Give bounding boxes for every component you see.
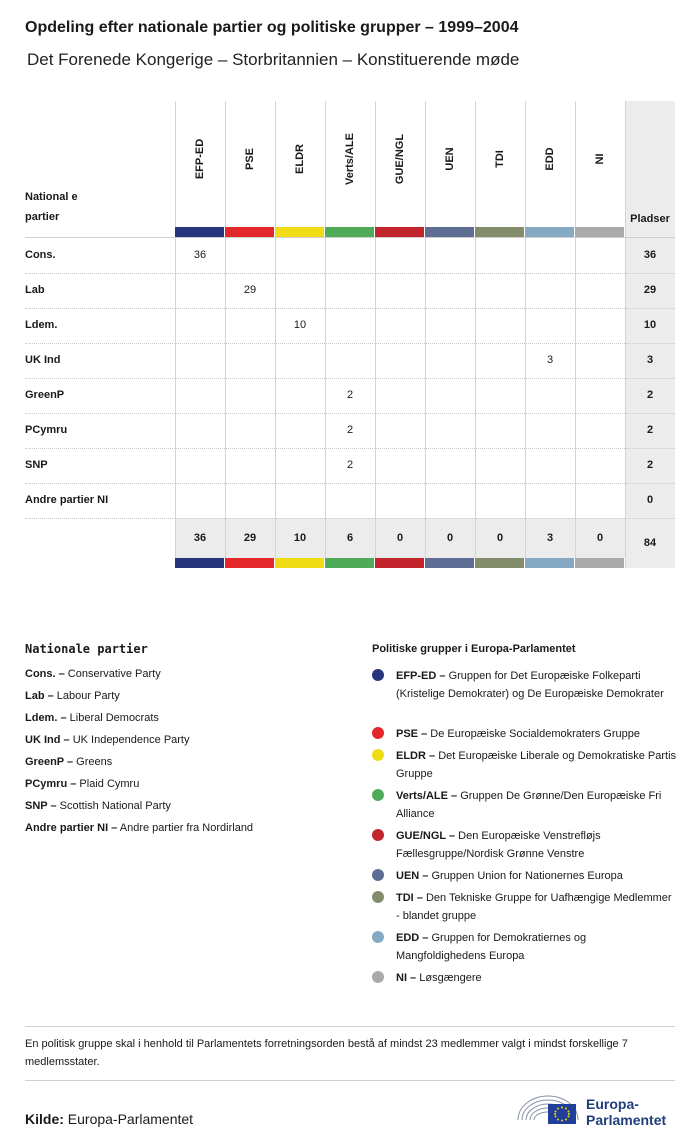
party-row-label: UK Ind	[25, 354, 61, 366]
group-column-header	[225, 101, 275, 227]
legend-abbr: Andre partier NI –	[25, 822, 118, 834]
group-color-dot-icon	[372, 727, 384, 739]
group-legend-text	[396, 725, 676, 743]
legend-name: Scottish National Party	[59, 800, 171, 812]
party-row-label: GreenP	[25, 389, 65, 401]
legend-name: Labour Party	[56, 690, 120, 702]
group-column-header	[475, 101, 525, 227]
party-row-label: SNP	[25, 459, 48, 471]
legend-abbr: PCymru –	[25, 778, 77, 790]
page-title: Opdeling efter nationale partier og politiske grupper – 1999–2004	[25, 19, 519, 36]
group-color-bar	[225, 558, 274, 568]
legend-name: Gruppen for Demokratiernes og Mangfoldighedens Europa	[396, 932, 587, 962]
group-column-header	[525, 101, 575, 227]
national-legend-item	[25, 800, 171, 812]
group-column-label: EDD	[544, 147, 556, 171]
group-color-bar	[275, 227, 324, 237]
legend-abbr: SNP –	[25, 800, 57, 812]
group-color-bar	[475, 227, 524, 237]
group-column-label: PSE	[244, 147, 256, 171]
group-color-bar	[275, 558, 324, 568]
legend-name: Det Europæiske Liberale og Demokratiske Partis Gruppe	[396, 750, 677, 780]
group-total: 0	[596, 532, 604, 544]
party-row-label: Cons.	[25, 249, 56, 261]
legend-abbr: EDD –	[396, 932, 429, 944]
seat-cell: 29	[243, 284, 257, 296]
legend-abbr: ELDR –	[396, 750, 436, 762]
group-column-header	[425, 101, 475, 227]
seat-distribution-table	[25, 101, 675, 568]
group-column-header	[175, 101, 225, 227]
row-divider	[25, 273, 675, 274]
seat-cell: 3	[546, 354, 554, 366]
group-legend-text	[396, 787, 676, 823]
logo-line-2: Parlamentet	[586, 1112, 667, 1128]
row-seats-total: 2	[646, 424, 654, 436]
legend-abbr: Cons. –	[25, 668, 65, 680]
legend-abbr: Lab –	[25, 690, 54, 702]
divider	[25, 1026, 675, 1027]
legend-name: Andre partier fra Nordirland	[119, 822, 254, 834]
group-color-bar	[525, 227, 574, 237]
group-total: 0	[446, 532, 454, 544]
group-color-dot-icon	[372, 931, 384, 943]
source-label: Kilde:	[25, 1111, 64, 1127]
group-column-header	[275, 101, 325, 227]
group-color-bar	[175, 227, 224, 237]
group-color-bar	[325, 227, 374, 237]
legend-name: Den Tekniske Gruppe for Uafhængige Medlemmer - blandet gruppe	[396, 892, 672, 922]
seat-cell: 36	[193, 249, 207, 261]
group-legend-text	[396, 867, 676, 885]
legend-abbr: Verts/ALE –	[396, 790, 458, 802]
party-row-label: Ldem.	[25, 319, 58, 331]
footnote: En politisk gruppe skal i henhold til Parlamentets forretningsorden bestå af mindst 23 medlemmer valgt i mindst forskellige 7 medlemsstater.	[25, 1038, 628, 1068]
row-divider	[25, 483, 675, 484]
header-divider	[25, 237, 675, 238]
group-color-dot-icon	[372, 971, 384, 983]
legend-name: Gruppen Union for Nationernes Europa	[431, 870, 623, 882]
legend-name: Plaid Cymru	[79, 778, 140, 790]
legend-abbr: GUE/NGL –	[396, 830, 456, 842]
legend-abbr: GreenP –	[25, 756, 74, 768]
group-color-bar	[575, 227, 624, 237]
group-legend-text	[396, 667, 676, 703]
national-legend-item	[25, 712, 159, 724]
row-seats-total: 36	[643, 249, 657, 261]
national-parties-header: National e partier	[25, 191, 78, 223]
row-seats-total: 0	[646, 494, 654, 506]
row-divider	[25, 308, 675, 309]
group-total: 36	[193, 532, 207, 544]
legend-abbr: UEN –	[396, 870, 429, 882]
legend-name: Conservative Party	[67, 668, 161, 680]
legend-name: Liberal Democrats	[69, 712, 159, 724]
national-legend-item	[25, 734, 190, 746]
national-legend-item	[25, 668, 161, 680]
legend-name: Løsgængere	[419, 972, 482, 984]
group-color-dot-icon	[372, 669, 384, 681]
group-legend-text	[396, 969, 676, 987]
source-line	[25, 1111, 193, 1127]
group-color-bar	[425, 558, 474, 568]
group-legend-title: Politiske grupper i Europa-Parlamentet	[372, 643, 576, 655]
row-seats-total: 2	[646, 389, 654, 401]
hemicycle-eu-flag-icon	[516, 1090, 580, 1130]
group-column-label: TDI	[494, 150, 506, 168]
group-color-bar	[375, 558, 424, 568]
party-row-label: Andre partier NI	[25, 494, 109, 506]
source-value: Europa-Parlamentet	[67, 1111, 194, 1127]
seat-cell: 2	[346, 424, 354, 436]
legend-abbr: PSE –	[396, 728, 428, 740]
group-column-header	[325, 101, 375, 227]
legend-name: Den Europæiske Venstrefløjs Fællesgruppe/Nordisk Grønne Venstre	[396, 830, 601, 860]
group-column-header	[575, 101, 625, 227]
seat-cell: 10	[293, 319, 307, 331]
group-total: 3	[546, 532, 554, 544]
group-total: 10	[293, 532, 307, 544]
europarl-logo	[516, 1090, 676, 1130]
grand-total: 84	[643, 537, 657, 549]
row-seats-total: 2	[646, 459, 654, 471]
group-column-label: NI	[594, 153, 606, 165]
group-color-dot-icon	[372, 891, 384, 903]
group-color-bar	[425, 227, 474, 237]
group-color-bar	[175, 558, 224, 568]
group-legend-text	[396, 929, 676, 965]
legend-name: Gruppen for Det Europæiske Folkeparti (Kristelige Demokrater) og De Europæiske Demokrater	[396, 670, 664, 700]
group-total: 0	[396, 532, 404, 544]
legend-name: UK Independence Party	[72, 734, 190, 746]
national-legend-item	[25, 756, 112, 768]
group-color-bar	[325, 558, 374, 568]
legend-abbr: NI –	[396, 972, 417, 984]
group-color-bar	[575, 558, 624, 568]
party-row-label: PCymru	[25, 424, 68, 436]
seat-cell: 2	[346, 459, 354, 471]
legend-name: Greens	[76, 756, 113, 768]
legend-name: Gruppen De Grønne/Den Europæiske Fri Alliance	[396, 790, 662, 820]
national-legend-title: Nationale partier	[25, 642, 148, 656]
group-color-bar	[525, 558, 574, 568]
row-seats-total: 3	[646, 354, 654, 366]
logo-wordmark	[586, 1096, 666, 1128]
row-divider	[25, 343, 675, 344]
group-color-dot-icon	[372, 789, 384, 801]
group-legend-text	[396, 747, 676, 783]
group-legend-text	[396, 889, 676, 925]
page-subtitle: Det Forenede Kongerige – Storbritannien – Konstituerende møde	[27, 50, 520, 69]
legend-abbr: Ldem. –	[25, 712, 67, 724]
group-total: 0	[496, 532, 504, 544]
group-color-dot-icon	[372, 829, 384, 841]
seat-cell: 2	[346, 389, 354, 401]
legend-name: De Europæiske Socialdemokraters Gruppe	[430, 728, 640, 740]
logo-line-1: Europa-	[586, 1096, 639, 1112]
group-legend-text	[396, 827, 676, 863]
seats-header: Pladser	[630, 213, 670, 225]
national-legend-item	[25, 690, 120, 702]
group-color-dot-icon	[372, 749, 384, 761]
legend-abbr: TDI –	[396, 892, 423, 904]
group-column-label: GUE/NGL	[394, 133, 406, 185]
group-column-label: UEN	[444, 147, 456, 171]
row-seats-total: 10	[643, 319, 657, 331]
divider	[25, 1080, 675, 1081]
group-column-header	[375, 101, 425, 227]
group-column-label: ELDR	[294, 144, 306, 174]
row-seats-total: 29	[643, 284, 657, 296]
party-row-label: Lab	[25, 284, 45, 296]
group-total: 6	[346, 532, 354, 544]
group-color-dot-icon	[372, 869, 384, 881]
national-legend-item	[25, 822, 253, 834]
national-legend-item	[25, 778, 139, 790]
group-total: 29	[243, 532, 257, 544]
legend-abbr: EFP-ED –	[396, 670, 446, 682]
group-color-bar	[375, 227, 424, 237]
legend-abbr: UK Ind –	[25, 734, 70, 746]
group-color-bar	[475, 558, 524, 568]
group-color-bar	[225, 227, 274, 237]
group-column-label: Verts/ALE	[344, 133, 356, 185]
group-column-label: EFP-ED	[194, 138, 206, 180]
